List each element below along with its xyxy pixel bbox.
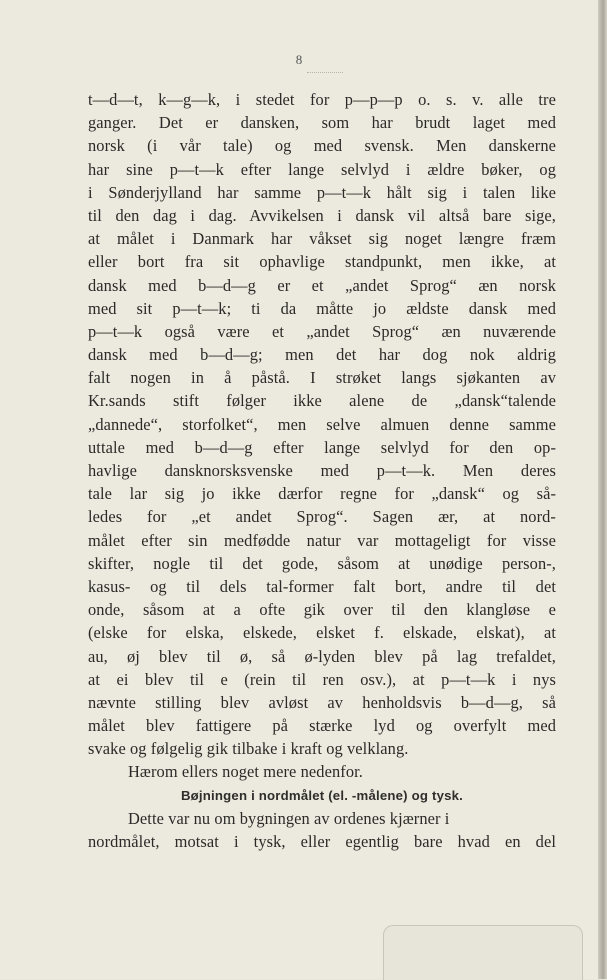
body-text	[88, 88, 556, 853]
text-line: (elske for elska, elskede, elsket f. elskade, elskat), at	[88, 623, 556, 643]
section-heading: Bøjningen i nordmålet (el. -målene) og tysk.	[180, 787, 464, 803]
text-line: au, øj blev til ø, så ø-lyden blev på lag trefaldet,	[88, 646, 556, 666]
text-line: at ei blev til e (rein til ren osv.), at p—t—k i nys	[88, 669, 556, 689]
text-line: nævnte stilling blev avløst av henholdsvis b—d—g, så	[88, 692, 556, 712]
text-line: norsk (i vår tale) og med svensk. Men danskerne	[88, 136, 556, 156]
page-number: 8	[295, 52, 303, 67]
text-line: til den dag i dag. Avvikelsen i dansk vil altså bare sige,	[88, 205, 556, 225]
text-line: dansk med b—d—g er et „andet Sprog“ æn norsk	[88, 275, 556, 295]
text-line: Dette var nu om bygningen av ordenes kjærner i	[128, 808, 450, 828]
text-line: tale lar sig jo ikke dærfor regne for „dansk“ og så-	[88, 484, 556, 504]
text-line: uttale med b—d—g efter lange selvlyd for den op-	[88, 437, 556, 457]
library-stamp-outline	[383, 925, 583, 980]
text-line: målet blev fattigere på stærke lyd og overfylt med	[88, 716, 556, 736]
text-line: målet efter sin medfødde natur var mottageligt for visse	[88, 530, 556, 550]
text-line: har sine p—t—k efter lange selvlyd i ældre bøker, og	[88, 159, 556, 179]
text-line: ganger. Det er dansken, som har brudt laget med	[88, 113, 556, 133]
text-line: onde, såsom at a ofte gik over til den klangløse e	[88, 600, 556, 620]
text-line: dansk med b—d—g; men det har dog nok aldrig	[88, 345, 556, 365]
text-line: med sit p—t—k; ti da måtte jo ældste dansk med	[88, 298, 556, 318]
text-line: falt nogen in å påstå. I strøket langs sjøkanten av	[88, 368, 556, 388]
text-line: at målet i Danmark har våkset sig noget længre fræm	[88, 229, 556, 249]
text-line: p—t—k også være et „andet Sprog“ æn nuværende	[88, 321, 556, 341]
text-line: i Sønderjylland har samme p—t—k hålt sig i talen like	[88, 182, 556, 202]
text-line: nordmålet, motsat i tysk, eller egentlig bare hvad en del	[88, 832, 556, 851]
page-number-ornament	[307, 72, 343, 75]
text-line: havlige dansknorsksvenske med p—t—k. Men deres	[88, 461, 556, 480]
text-line: „dannede“, storfolket“, men selve almuen denne samme	[88, 414, 556, 434]
text-line: skifter, nogle til det gode, såsom at unødige person-,	[88, 553, 556, 573]
text-line: t—d—t, k—g—k, i stedet for p—p—p o. s. v. alle tre	[88, 90, 556, 109]
text-line: Kr.sands stift følger ikke alene de „dansk“talende	[88, 391, 556, 411]
text-line: svake og følgelig gik tilbake i kraft og velklang.	[88, 739, 409, 759]
text-line: eller bort fra sit ophavlige standpunkt, men ikke, at	[88, 252, 556, 272]
text-line: Hærom ellers noget mere nedenfor.	[128, 762, 363, 782]
text-line: kasus- og til dels tal-former falt bort, andre til det	[88, 576, 556, 596]
text-line: ledes for „et andet Sprog“. Sagen ær, at nord-	[88, 507, 556, 527]
page-edge	[598, 0, 607, 979]
